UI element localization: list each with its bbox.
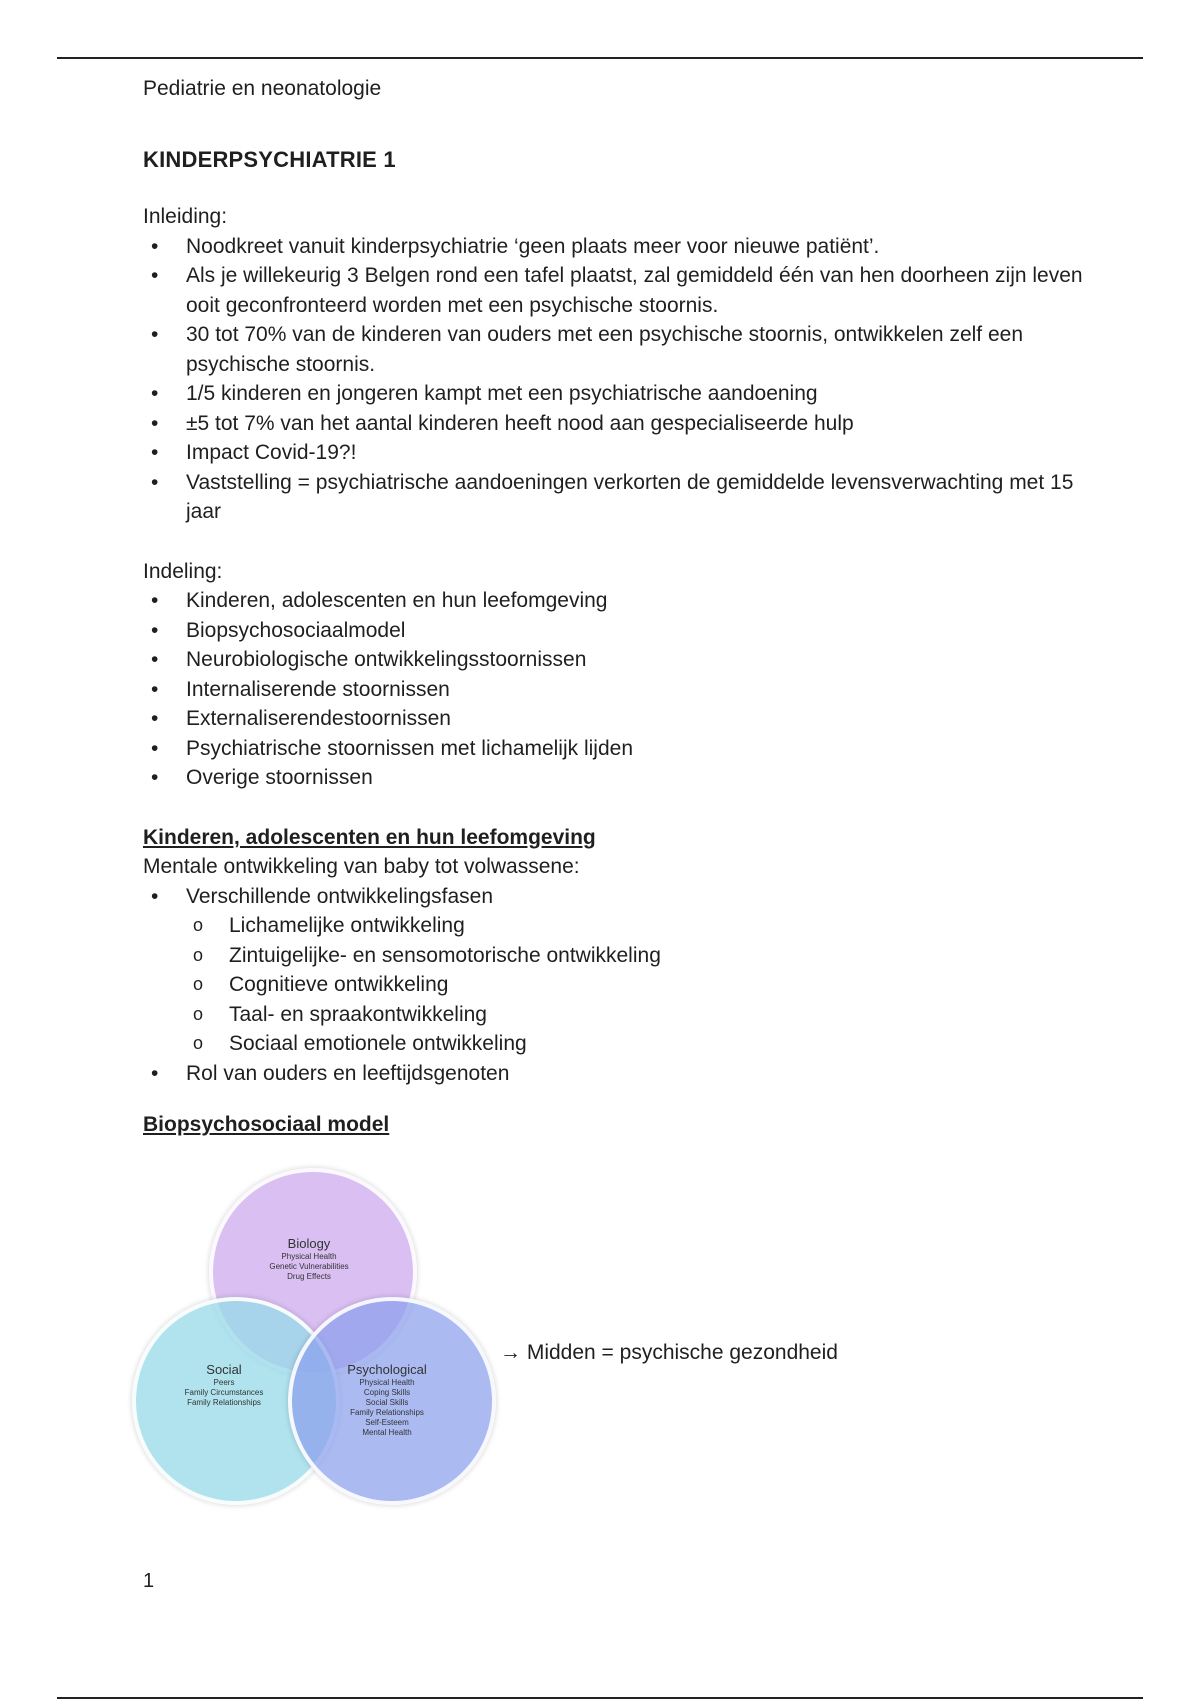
venn-diagram — [126, 1162, 506, 1512]
psychological-item: Family Relationships — [350, 1408, 424, 1417]
social-item: Family Relationships — [187, 1398, 261, 1407]
psychological-item: Mental Health — [362, 1428, 412, 1437]
sub-list-item: o Cognitieve ontwikkeling — [143, 970, 1103, 1000]
outline-label: Indeling: — [143, 559, 223, 583]
list-item: • Als je willekeurig 3 Belgen rond een tafel plaatst, zal gemiddeld één van hen doorheen zijn leven ooit geconfronteerd worden met een psychische stoornis. — [143, 261, 1103, 320]
section-heading-biopsychosociaal: Biopsychosociaal model — [143, 1113, 390, 1136]
running-header: Pediatrie en neonatologie — [143, 77, 382, 100]
sub-list-item: o Zintuigelijke- en sensomotorische ontwikkeling — [143, 941, 1103, 971]
sub-list — [186, 911, 1103, 1059]
section-heading-leefomgeving: Kinderen, adolescenten en hun leefomgeving — [143, 825, 596, 849]
list-item-text: Verschillende ontwikkelingsfasen — [186, 884, 494, 908]
intro-label: Inleiding: — [143, 205, 228, 228]
list-item: • Kinderen, adolescenten en hun leefomgeving — [143, 586, 1103, 616]
psychological-title: Psychological — [347, 1362, 427, 1377]
sub-list-item: o Lichamelijke ontwikkeling — [143, 911, 1103, 941]
page-content — [143, 74, 1103, 1140]
biology-item: Drug Effects — [287, 1272, 331, 1281]
psychological-item: Social Skills — [365, 1398, 409, 1407]
list-item: • 30 tot 70% van de kinderen van ouders met een psychische stoornis, ontwikkelen zelf een psychische stoornis. — [143, 320, 1103, 379]
social-item: Family Circumstances — [184, 1388, 264, 1397]
sub-list-item: o Taal- en spraakontwikkeling — [143, 1000, 1103, 1030]
list-item: • Biopsychosociaalmodel — [143, 616, 1103, 646]
list-item: • Internaliserende stoornissen — [143, 675, 1103, 705]
diagram-note: → Midden = psychische gezondheid — [500, 1341, 838, 1364]
top-rule — [57, 57, 1143, 59]
list-item: • 1/5 kinderen en jongeren kampt met een psychiatrische aandoening — [143, 379, 1103, 409]
page-number: 1 — [143, 1570, 155, 1592]
psychological-item: Self-Esteem — [365, 1418, 409, 1427]
psychological-item: Physical Health — [359, 1378, 415, 1387]
list-item: • Impact Covid-19?! — [143, 438, 1103, 468]
psychological-label-group — [312, 1362, 462, 1438]
list-item — [143, 882, 1103, 1059]
outline-list — [143, 586, 1103, 793]
list-item: • ±5 tot 7% van het aantal kinderen heeft nood aan gespecialiseerde hulp — [143, 409, 1103, 439]
biology-title: Biology — [287, 1236, 331, 1251]
social-title: Social — [206, 1362, 242, 1377]
development-list — [143, 882, 1103, 1089]
list-item: • Rol van ouders en leeftijdsgenoten — [143, 1059, 1103, 1089]
list-item: • Overige stoornissen — [143, 763, 1103, 793]
list-item: • Neurobiologische ontwikkelingsstoornissen — [143, 645, 1103, 675]
social-label-group — [154, 1362, 294, 1408]
bottom-rule — [57, 1697, 1143, 1699]
biology-item: Genetic Vulnerabilities — [269, 1262, 349, 1271]
psychological-item: Coping Skills — [363, 1388, 411, 1397]
section-intro: Mentale ontwikkeling van baby tot volwassene: — [143, 855, 580, 878]
list-item: • Psychiatrische stoornissen met lichamelijk lijden — [143, 734, 1103, 764]
list-item: • Externaliserendestoornissen — [143, 704, 1103, 734]
list-item: • Noodkreet vanuit kinderpsychiatrie ‘geen plaats meer voor nieuwe patiënt’. — [143, 232, 1103, 262]
biology-label-group — [239, 1236, 379, 1282]
social-item: Peers — [213, 1378, 235, 1387]
page-title: KINDERPSYCHIATRIE 1 — [143, 146, 396, 172]
intro-list — [143, 232, 1103, 527]
list-item: • Vaststelling = psychiatrische aandoeningen verkorten de gemiddelde levensverwachting met 15 jaar — [143, 468, 1103, 527]
sub-list-item: o Sociaal emotionele ontwikkeling — [143, 1029, 1103, 1059]
biology-item: Physical Health — [281, 1252, 337, 1261]
